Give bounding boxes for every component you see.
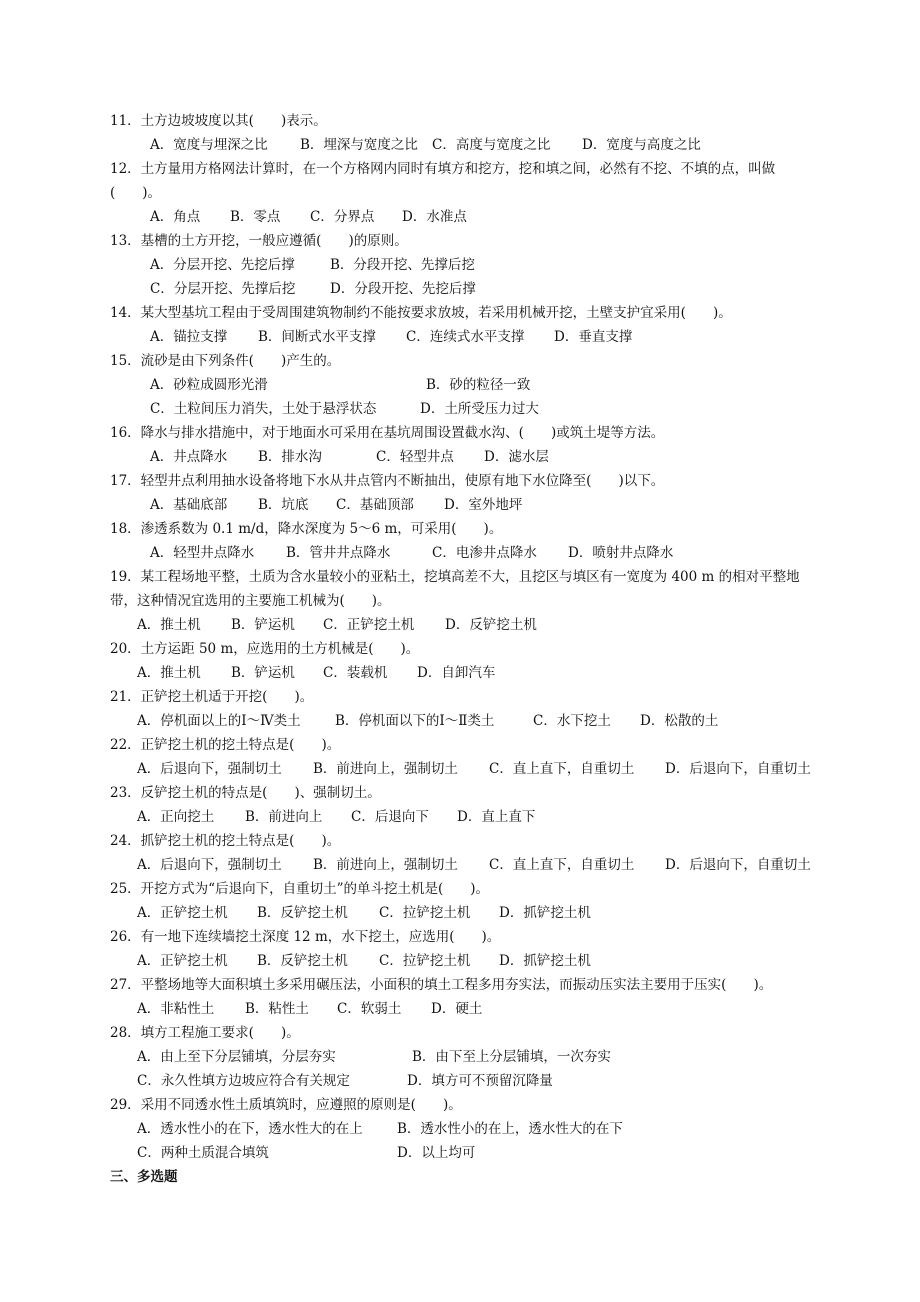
option: B．砂的粒径一致	[426, 377, 531, 393]
option: D．后退向下，自重切土	[665, 857, 811, 873]
option: A．推土机	[137, 617, 201, 633]
option: C．土粒间压力消失，土处于悬浮状态	[150, 401, 377, 417]
options-row	[137, 1071, 837, 1091]
option: D．自卸汽车	[417, 665, 496, 681]
option: C．永久性填方边坡应符合有关规定	[137, 1073, 350, 1089]
option: C．软弱土	[337, 1001, 402, 1017]
option: D．后退向下，自重切土	[665, 761, 811, 777]
option: D．分段开挖、先挖后撑	[330, 281, 476, 297]
option: A．由上至下分层铺填，分层夯实	[137, 1049, 336, 1065]
option: A．宽度与埋深之比	[150, 137, 268, 153]
question-stem: 18．渗透系数为 0.1 m/d，降水深度为 5～6 m，可采用( )。	[110, 521, 503, 537]
option: C．直上直下，自重切土	[489, 761, 635, 777]
option: B．由下至上分层铺填，一次夯实	[412, 1049, 611, 1065]
question-stem: 11．土方边坡坡度以其( )表示。	[110, 113, 327, 129]
option: C．两种土质混合填筑	[137, 1145, 269, 1161]
option: B．管井井点降水	[286, 545, 391, 561]
option: C．高度与宽度之比	[432, 137, 551, 153]
option: D．水准点	[402, 209, 467, 225]
option: A．基础底部	[150, 497, 228, 513]
option: D．抓铲挖土机	[499, 905, 591, 921]
option: D．以上均可	[397, 1145, 476, 1161]
option: B．铲运机	[231, 617, 295, 633]
question-stem: 25．开挖方式为“后退向下，自重切土”的单斗挖土机是( )。	[110, 881, 490, 897]
option: D．垂直支撑	[554, 329, 633, 345]
option: B．零点	[230, 209, 281, 225]
options-row	[150, 495, 850, 515]
option: B．排水沟	[258, 449, 322, 465]
option: B．间断式水平支撑	[258, 329, 376, 345]
option: D．宽度与高度之比	[582, 137, 701, 153]
question-stem: 22．正铲挖土机的挖土特点是( )。	[110, 737, 341, 753]
option: C．直上直下，自重切土	[489, 857, 635, 873]
question-stem: 23．反铲挖土机的特点是( )、强制切土。	[110, 785, 381, 801]
option: B．前进向上	[245, 809, 323, 825]
options-row	[137, 951, 837, 971]
option: A．停机面以上的Ⅰ～Ⅳ类土	[137, 713, 301, 729]
question-stem: 17．轻型井点利用抽水设备将地下水从井点管内不断抽出，使原有地下水位降至( )以下。	[110, 473, 665, 489]
question-stem: 12．土方量用方格网法计算时，在一个方格网内同时有填方和挖方，挖和填之间，必然有不挖、不填的点，叫做	[110, 161, 776, 177]
option: C．拉铲挖土机	[379, 905, 471, 921]
option: C．水下挖土	[533, 713, 611, 729]
option: B．反铲挖土机	[257, 953, 348, 969]
options-row	[150, 279, 850, 299]
option: C．装载机	[323, 665, 388, 681]
question-stem: 16．降水与排水措施中，对于地面水可采用在基坑周围设置截水沟、( )或筑土堤等方法。	[110, 425, 665, 441]
option: A．推土机	[137, 665, 201, 681]
question-stem: 19．某工程场地平整，土质为含水量较小的亚粘土，挖填高差不大，且挖区与填区有一宽度为 400 m 的相对平整地	[110, 569, 800, 585]
option: D．硬土	[431, 1001, 483, 1017]
option: C．连续式水平支撑	[406, 329, 525, 345]
options-row	[150, 135, 850, 155]
option: A．井点降水	[150, 449, 228, 465]
section-heading: 三、多选题	[110, 1169, 178, 1185]
question-stem: 13．基槽的土方开挖，一般应遵循( )的原则。	[110, 233, 408, 249]
options-row	[137, 1119, 837, 1139]
options-row	[150, 543, 850, 563]
option: A．后退向下，强制切土	[137, 857, 282, 873]
option: A．锚拉支撑	[150, 329, 228, 345]
options-row	[137, 807, 837, 827]
option: D．直上直下	[457, 809, 536, 825]
option: B．铲运机	[231, 665, 295, 681]
option: D．反铲挖土机	[445, 617, 537, 633]
option: C．正铲挖土机	[323, 617, 415, 633]
option: C．后退向下	[351, 809, 429, 825]
option: C．拉铲挖土机	[379, 953, 471, 969]
question-stem: 21．正铲挖土机适于开挖( )。	[110, 689, 314, 705]
option: A．正铲挖土机	[137, 905, 228, 921]
option: D．室外地坪	[444, 497, 523, 513]
options-row	[150, 447, 850, 467]
question-stem: 15．流砂是由下列条件( )产生的。	[110, 353, 341, 369]
question-stem: 29．采用不同透水性土质填筑时，应遵照的原则是( )。	[110, 1097, 462, 1113]
option: C．轻型井点	[376, 449, 454, 465]
question-stem: 28．填方工程施工要求( )。	[110, 1025, 300, 1041]
option: C．分层开挖、先撑后挖	[150, 281, 296, 297]
option: D．喷射井点降水	[568, 545, 674, 561]
option: A．轻型井点降水	[150, 545, 255, 561]
option: A．后退向下，强制切土	[137, 761, 282, 777]
options-row	[137, 855, 857, 875]
option: C．基础顶部	[336, 497, 414, 513]
options-row	[137, 999, 837, 1019]
option: D．土所受压力过大	[420, 401, 539, 417]
option: A．砂粒成圆形光滑	[150, 377, 268, 393]
option: D．滤水层	[484, 449, 549, 465]
options-row	[137, 663, 837, 683]
option: B．停机面以下的Ⅰ～Ⅱ类土	[335, 713, 495, 729]
options-row	[150, 375, 850, 395]
option: B．粘性土	[245, 1001, 309, 1017]
question-stem-continued: 带，这种情况宜选用的主要施工机械为( )。	[110, 593, 391, 609]
option: B．前进向上，强制切土	[313, 857, 458, 873]
options-row	[137, 711, 857, 731]
option: A．透水性小的在下，透水性大的在上	[137, 1121, 363, 1137]
options-row	[150, 399, 850, 419]
question-stem: 20．土方运距 50 m，应选用的土方机械是( )。	[110, 641, 420, 657]
option: A．正铲挖土机	[137, 953, 228, 969]
option: A．分层开挖、先挖后撑	[150, 257, 295, 273]
option: A．正向挖土	[137, 809, 215, 825]
options-row	[150, 327, 850, 347]
option: C．电渗井点降水	[432, 545, 537, 561]
option: B．前进向上，强制切土	[313, 761, 458, 777]
option: D．抓铲挖土机	[499, 953, 591, 969]
options-row	[137, 903, 837, 923]
options-row	[137, 1143, 837, 1163]
options-row	[137, 759, 857, 779]
question-stem: 14．某大型基坑工程由于受周围建筑物制约不能按要求放坡，若采用机械开挖，土壁支护宜采用( )。	[110, 305, 732, 321]
option: C．分界点	[310, 209, 375, 225]
options-row	[150, 255, 850, 275]
option: B．埋深与宽度之比	[300, 137, 418, 153]
question-stem: 24．抓铲挖土机的挖土特点是( )。	[110, 833, 341, 849]
option: D．填方可不预留沉降量	[407, 1073, 553, 1089]
option: B．分段开挖、先撑后挖	[330, 257, 475, 273]
options-row	[137, 1047, 837, 1067]
option: D．松散的土	[640, 713, 719, 729]
options-row	[137, 615, 837, 635]
option: A．非粘性土	[137, 1001, 215, 1017]
option: B．透水性小的在上，透水性大的在下	[397, 1121, 623, 1137]
question-stem: 26．有一地下连续墙挖土深度 12 m，水下挖土，应选用( )。	[110, 929, 501, 945]
option: A．角点	[150, 209, 201, 225]
options-row	[150, 207, 850, 227]
option: B．坑底	[258, 497, 309, 513]
option: B．反铲挖土机	[257, 905, 348, 921]
question-stem: 27．平整场地等大面积填土多采用碾压法，小面积的填土工程多用夯实法，而振动压实法主要用于压实( )。	[110, 977, 773, 993]
question-stem-continued: ( )。	[110, 185, 162, 201]
